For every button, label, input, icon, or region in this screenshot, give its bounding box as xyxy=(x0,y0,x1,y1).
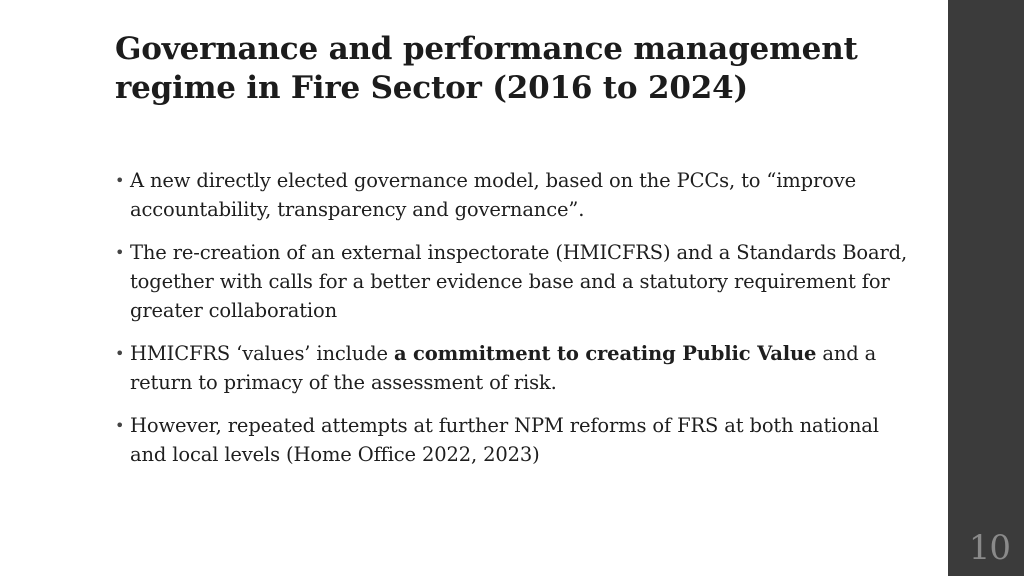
bullet-text: However, repeated attempts at further NPM reforms of FRS at both national and local levels (Home Office 2022, 2023) xyxy=(130,414,879,466)
bullet-item xyxy=(115,238,915,325)
bullet-dot-icon: • xyxy=(115,416,125,435)
bullet-dot-icon: • xyxy=(115,243,125,262)
bullet-item xyxy=(115,166,915,224)
bullet-text-after: and a return to primacy of the assessment of risk. xyxy=(130,342,877,394)
bullet-text-bold: a commitment to creating Public Value xyxy=(393,342,817,365)
bullet-dot-icon: • xyxy=(115,171,125,190)
bullet-dot-icon: • xyxy=(115,344,125,363)
bullet-list xyxy=(115,166,915,483)
page-number: 10 xyxy=(968,528,1010,568)
bullet-text: A new directly elected governance model, based on the PCCs, to “improve accountability, transparency and governance”. xyxy=(130,169,856,221)
sidebar-bar xyxy=(948,0,1024,576)
bullet-item xyxy=(115,411,915,469)
bullet-item xyxy=(115,339,915,397)
slide-title: Governance and performance management regime in Fire Sector (2016 to 2024) xyxy=(115,31,858,106)
bullet-text-before: HMICFRS ‘values’ include xyxy=(130,342,394,365)
bullet-text: The re-creation of an external inspectorate (HMICFRS) and a Standards Board, together with calls for a better evidence base and a statutory requirement for greater collaboration xyxy=(130,241,908,322)
